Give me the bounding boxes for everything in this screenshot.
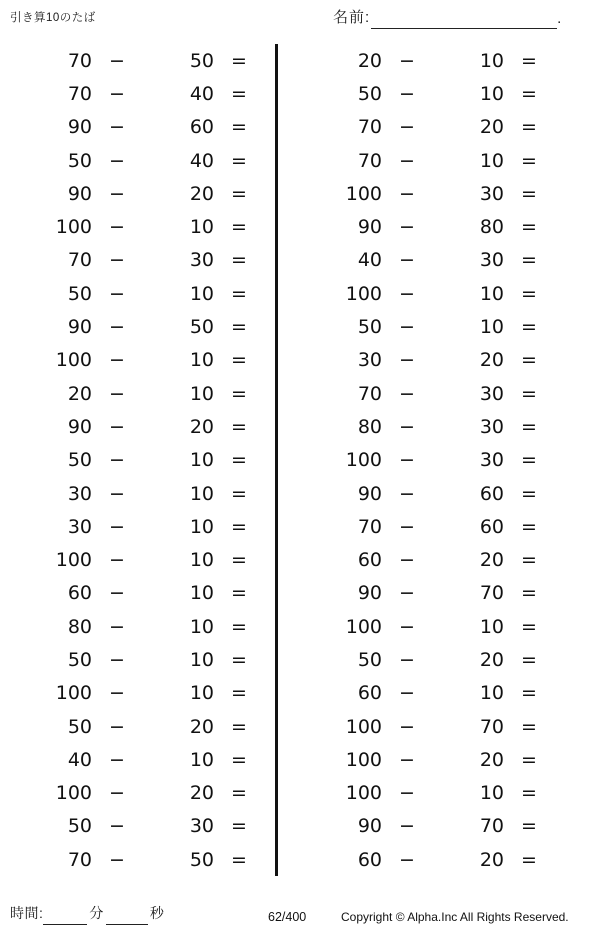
operand-a: 50 xyxy=(357,82,382,105)
equals-sign: = xyxy=(521,582,537,605)
equals-sign: = xyxy=(231,349,247,372)
operand-b: 40 xyxy=(189,149,214,172)
operand-a: 50 xyxy=(67,149,92,172)
operand-a: 100 xyxy=(345,748,382,771)
operand-a: 40 xyxy=(67,748,92,771)
problem-row xyxy=(290,410,570,443)
minus-operator: − xyxy=(109,149,125,172)
operand-b: 20 xyxy=(479,748,504,771)
operand-b: 10 xyxy=(189,216,214,239)
operand-b: 10 xyxy=(479,782,504,805)
equals-sign: = xyxy=(521,648,537,671)
problem-row xyxy=(290,210,570,243)
name-input[interactable] xyxy=(371,11,557,29)
problem-row xyxy=(0,111,275,144)
problem-row xyxy=(290,177,570,210)
minus-operator: − xyxy=(109,449,125,472)
operand-b: 10 xyxy=(189,615,214,638)
operand-b: 10 xyxy=(189,282,214,305)
equals-sign: = xyxy=(231,748,247,771)
problem-row xyxy=(0,344,275,377)
operand-a: 100 xyxy=(345,449,382,472)
equals-sign: = xyxy=(231,549,247,572)
operand-a: 70 xyxy=(357,515,382,538)
problem-row xyxy=(0,543,275,576)
equals-sign: = xyxy=(521,216,537,239)
problem-row xyxy=(290,44,570,77)
operand-b: 10 xyxy=(479,282,504,305)
operand-a: 100 xyxy=(345,782,382,805)
operand-b: 80 xyxy=(479,216,504,239)
operand-a: 80 xyxy=(357,415,382,438)
operand-b: 60 xyxy=(479,515,504,538)
operand-a: 30 xyxy=(67,515,92,538)
minus-operator: − xyxy=(399,715,415,738)
problem-row xyxy=(0,244,275,277)
name-field-block xyxy=(333,6,561,29)
minus-operator: − xyxy=(399,848,415,871)
operand-b: 20 xyxy=(189,182,214,205)
problem-row xyxy=(290,377,570,410)
equals-sign: = xyxy=(231,615,247,638)
problem-row xyxy=(290,777,570,810)
operand-b: 10 xyxy=(189,582,214,605)
equals-sign: = xyxy=(231,449,247,472)
equals-sign: = xyxy=(521,49,537,72)
problem-row xyxy=(290,77,570,110)
operand-b: 10 xyxy=(189,648,214,671)
operand-a: 90 xyxy=(67,116,92,139)
problem-row xyxy=(290,610,570,643)
operand-a: 90 xyxy=(67,316,92,339)
operand-b: 70 xyxy=(479,815,504,838)
minus-operator: − xyxy=(399,182,415,205)
problem-row xyxy=(0,843,275,876)
operand-b: 20 xyxy=(479,116,504,139)
equals-sign: = xyxy=(521,182,537,205)
equals-sign: = xyxy=(231,848,247,871)
operand-b: 60 xyxy=(189,116,214,139)
equals-sign: = xyxy=(521,482,537,505)
operand-b: 10 xyxy=(189,748,214,771)
problem-row xyxy=(290,244,570,277)
operand-b: 10 xyxy=(479,615,504,638)
equals-sign: = xyxy=(521,82,537,105)
operand-a: 100 xyxy=(345,615,382,638)
problem-row xyxy=(0,510,275,543)
minus-operator: − xyxy=(399,582,415,605)
equals-sign: = xyxy=(231,149,247,172)
minus-operator: − xyxy=(109,515,125,538)
seconds-unit: 秒 xyxy=(149,905,165,921)
equals-sign: = xyxy=(521,349,537,372)
equals-sign: = xyxy=(231,648,247,671)
operand-a: 90 xyxy=(357,582,382,605)
problem-row xyxy=(0,710,275,743)
operand-a: 100 xyxy=(345,182,382,205)
equals-sign: = xyxy=(231,782,247,805)
minutes-unit: 分 xyxy=(89,905,104,921)
minus-operator: − xyxy=(109,615,125,638)
problem-row xyxy=(290,111,570,144)
problem-row xyxy=(290,810,570,843)
operand-b: 10 xyxy=(189,349,214,372)
equals-sign: = xyxy=(521,449,537,472)
minus-operator: − xyxy=(399,49,415,72)
operand-a: 90 xyxy=(357,815,382,838)
equals-sign: = xyxy=(521,282,537,305)
minus-operator: − xyxy=(399,282,415,305)
operand-a: 100 xyxy=(55,216,92,239)
minus-operator: − xyxy=(109,582,125,605)
equals-sign: = xyxy=(521,682,537,705)
equals-sign: = xyxy=(521,382,537,405)
minus-operator: − xyxy=(109,748,125,771)
equals-sign: = xyxy=(231,815,247,838)
minus-operator: − xyxy=(109,815,125,838)
operand-a: 90 xyxy=(357,216,382,239)
operand-a: 100 xyxy=(55,782,92,805)
minus-operator: − xyxy=(109,782,125,805)
minus-operator: − xyxy=(109,415,125,438)
operand-a: 90 xyxy=(357,482,382,505)
problem-row xyxy=(0,77,275,110)
problem-row xyxy=(0,377,275,410)
operand-a: 20 xyxy=(67,382,92,405)
operand-b: 30 xyxy=(479,182,504,205)
column-divider xyxy=(275,44,278,876)
operand-b: 10 xyxy=(189,549,214,572)
operand-b: 60 xyxy=(479,482,504,505)
equals-sign: = xyxy=(231,382,247,405)
equals-sign: = xyxy=(521,615,537,638)
problem-row xyxy=(290,477,570,510)
problem-row xyxy=(290,144,570,177)
operand-a: 70 xyxy=(67,249,92,272)
operand-b: 10 xyxy=(479,682,504,705)
problem-row xyxy=(290,510,570,543)
operand-a: 70 xyxy=(357,382,382,405)
problem-row xyxy=(0,577,275,610)
operand-b: 70 xyxy=(479,715,504,738)
problem-row xyxy=(290,444,570,477)
time-label: 時間: xyxy=(10,905,44,921)
problem-row xyxy=(290,277,570,310)
equals-sign: = xyxy=(231,49,247,72)
problem-row xyxy=(0,743,275,776)
equals-sign: = xyxy=(521,515,537,538)
minus-operator: − xyxy=(109,49,125,72)
name-period: . xyxy=(557,10,562,27)
minus-operator: − xyxy=(109,316,125,339)
problem-row xyxy=(290,643,570,676)
operand-b: 40 xyxy=(189,82,214,105)
equals-sign: = xyxy=(231,316,247,339)
minus-operator: − xyxy=(399,216,415,239)
page-title: 引き算10のたば xyxy=(10,12,96,24)
problem-row xyxy=(290,543,570,576)
operand-a: 60 xyxy=(67,582,92,605)
equals-sign: = xyxy=(521,549,537,572)
operand-a: 60 xyxy=(357,682,382,705)
operand-a: 40 xyxy=(357,249,382,272)
problem-row xyxy=(0,410,275,443)
copyright-notice: Copyright © Alpha.Inc All Rights Reserved. xyxy=(341,910,569,924)
equals-sign: = xyxy=(521,149,537,172)
minus-operator: − xyxy=(399,415,415,438)
operand-a: 50 xyxy=(67,449,92,472)
problem-row xyxy=(0,810,275,843)
page-footer xyxy=(0,899,600,927)
minus-operator: − xyxy=(109,182,125,205)
operand-b: 10 xyxy=(189,515,214,538)
problem-row xyxy=(290,843,570,876)
operand-b: 10 xyxy=(189,682,214,705)
equals-sign: = xyxy=(231,82,247,105)
operand-b: 10 xyxy=(189,482,214,505)
operand-a: 50 xyxy=(357,316,382,339)
problem-row xyxy=(290,710,570,743)
operand-a: 100 xyxy=(345,715,382,738)
name-label: 名前: xyxy=(333,9,371,26)
minus-operator: − xyxy=(399,748,415,771)
operand-b: 20 xyxy=(479,349,504,372)
operand-a: 100 xyxy=(55,349,92,372)
equals-sign: = xyxy=(231,116,247,139)
equals-sign: = xyxy=(231,482,247,505)
minus-operator: − xyxy=(399,249,415,272)
minus-operator: − xyxy=(109,648,125,671)
operand-a: 30 xyxy=(67,482,92,505)
operand-b: 20 xyxy=(479,648,504,671)
equals-sign: = xyxy=(521,116,537,139)
operand-b: 10 xyxy=(479,82,504,105)
operand-a: 80 xyxy=(67,615,92,638)
equals-sign: = xyxy=(231,715,247,738)
minus-operator: − xyxy=(109,282,125,305)
operand-a: 70 xyxy=(67,848,92,871)
equals-sign: = xyxy=(521,748,537,771)
minus-operator: − xyxy=(109,216,125,239)
minus-operator: − xyxy=(399,449,415,472)
equals-sign: = xyxy=(521,815,537,838)
minus-operator: − xyxy=(399,615,415,638)
operand-a: 70 xyxy=(357,149,382,172)
problem-row xyxy=(290,743,570,776)
problem-row xyxy=(0,477,275,510)
minus-operator: − xyxy=(399,549,415,572)
operand-a: 50 xyxy=(357,648,382,671)
operand-b: 30 xyxy=(189,815,214,838)
equals-sign: = xyxy=(231,415,247,438)
equals-sign: = xyxy=(231,249,247,272)
operand-b: 30 xyxy=(479,415,504,438)
problem-row xyxy=(0,677,275,710)
seconds-input[interactable] xyxy=(106,906,148,925)
equals-sign: = xyxy=(521,782,537,805)
operand-a: 30 xyxy=(357,349,382,372)
problem-row xyxy=(290,344,570,377)
operand-b: 10 xyxy=(479,49,504,72)
minus-operator: − xyxy=(399,82,415,105)
minus-operator: − xyxy=(109,848,125,871)
operand-b: 50 xyxy=(189,316,214,339)
minus-operator: − xyxy=(399,349,415,372)
problem-row xyxy=(290,310,570,343)
operand-b: 30 xyxy=(479,249,504,272)
operand-b: 30 xyxy=(189,249,214,272)
problem-row xyxy=(0,310,275,343)
minus-operator: − xyxy=(109,682,125,705)
operand-a: 50 xyxy=(67,648,92,671)
problem-row xyxy=(0,444,275,477)
operand-b: 20 xyxy=(189,782,214,805)
minus-operator: − xyxy=(109,116,125,139)
equals-sign: = xyxy=(231,682,247,705)
operand-b: 10 xyxy=(479,149,504,172)
minus-operator: − xyxy=(399,648,415,671)
operand-a: 70 xyxy=(357,116,382,139)
minus-operator: − xyxy=(399,382,415,405)
problem-row xyxy=(290,677,570,710)
equals-sign: = xyxy=(521,848,537,871)
operand-a: 60 xyxy=(357,848,382,871)
minus-operator: − xyxy=(109,549,125,572)
equals-sign: = xyxy=(231,582,247,605)
minus-operator: − xyxy=(399,316,415,339)
operand-a: 50 xyxy=(67,282,92,305)
operand-a: 90 xyxy=(67,182,92,205)
problem-column-right xyxy=(290,44,570,876)
operand-b: 70 xyxy=(479,582,504,605)
minutes-input[interactable] xyxy=(43,906,87,925)
minus-operator: − xyxy=(109,715,125,738)
problem-row xyxy=(0,277,275,310)
minus-operator: − xyxy=(109,82,125,105)
operand-a: 50 xyxy=(67,715,92,738)
operand-b: 10 xyxy=(189,449,214,472)
equals-sign: = xyxy=(231,282,247,305)
operand-a: 100 xyxy=(345,282,382,305)
problem-row xyxy=(0,177,275,210)
page-header xyxy=(0,6,600,34)
operand-b: 10 xyxy=(189,382,214,405)
minus-operator: − xyxy=(399,482,415,505)
problem-row xyxy=(0,210,275,243)
operand-b: 50 xyxy=(189,848,214,871)
operand-b: 20 xyxy=(479,848,504,871)
minus-operator: − xyxy=(399,116,415,139)
operand-b: 30 xyxy=(479,382,504,405)
minus-operator: − xyxy=(109,482,125,505)
problem-row xyxy=(0,44,275,77)
equals-sign: = xyxy=(521,715,537,738)
problem-row xyxy=(0,643,275,676)
operand-b: 20 xyxy=(189,415,214,438)
operand-a: 100 xyxy=(55,549,92,572)
operand-a: 70 xyxy=(67,49,92,72)
operand-a: 50 xyxy=(67,815,92,838)
minus-operator: − xyxy=(399,782,415,805)
operand-b: 50 xyxy=(189,49,214,72)
operand-a: 60 xyxy=(357,549,382,572)
operand-b: 30 xyxy=(479,449,504,472)
minus-operator: − xyxy=(109,249,125,272)
operand-b: 10 xyxy=(479,316,504,339)
time-field-block xyxy=(10,903,166,925)
operand-b: 20 xyxy=(479,549,504,572)
equals-sign: = xyxy=(521,415,537,438)
minus-operator: − xyxy=(399,815,415,838)
equals-sign: = xyxy=(231,515,247,538)
equals-sign: = xyxy=(231,216,247,239)
operand-b: 20 xyxy=(189,715,214,738)
problem-row xyxy=(0,610,275,643)
equals-sign: = xyxy=(231,182,247,205)
operand-a: 70 xyxy=(67,82,92,105)
minus-operator: − xyxy=(399,515,415,538)
equals-sign: = xyxy=(521,316,537,339)
page-number: 62/400 xyxy=(268,910,307,924)
problem-row xyxy=(290,577,570,610)
operand-a: 90 xyxy=(67,415,92,438)
minus-operator: − xyxy=(399,682,415,705)
equals-sign: = xyxy=(521,249,537,272)
minus-operator: − xyxy=(109,349,125,372)
minus-operator: − xyxy=(399,149,415,172)
operand-a: 20 xyxy=(357,49,382,72)
problem-row xyxy=(0,144,275,177)
minus-operator: − xyxy=(109,382,125,405)
problem-column-left xyxy=(0,44,275,876)
operand-a: 100 xyxy=(55,682,92,705)
problem-row xyxy=(0,777,275,810)
